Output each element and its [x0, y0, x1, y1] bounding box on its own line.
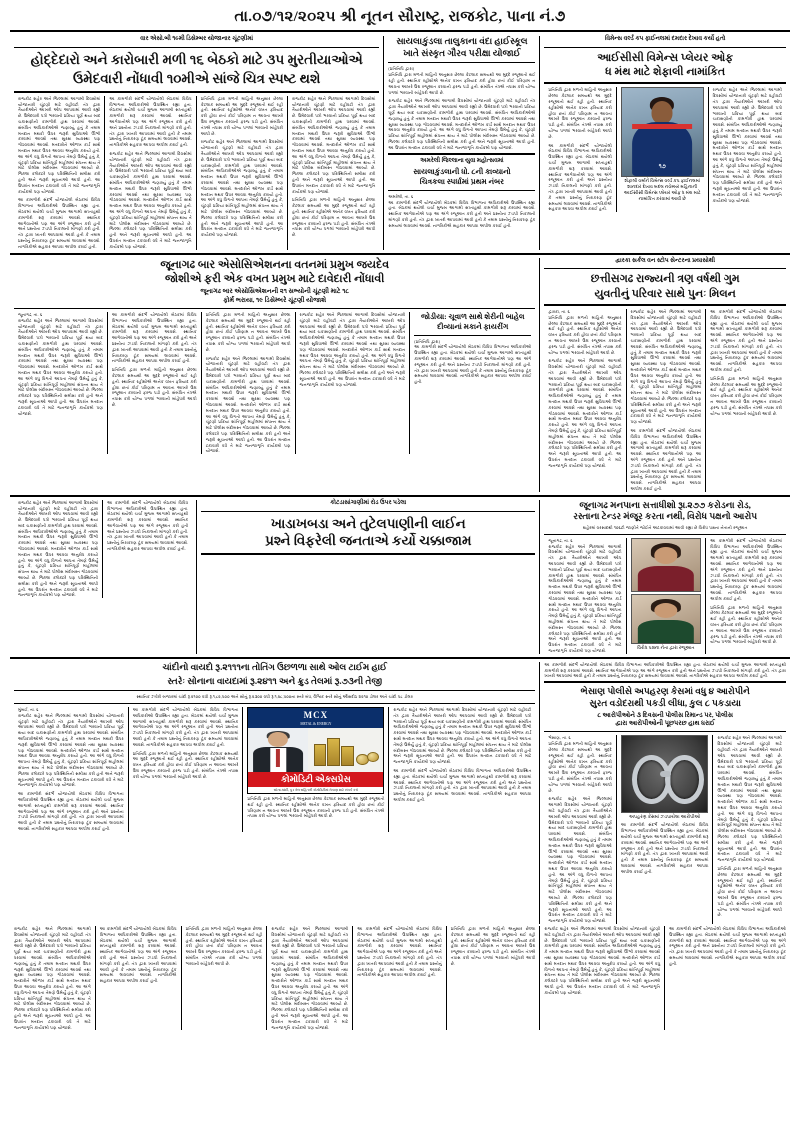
story-sanskrit	[384, 36, 540, 250]
right-rail	[540, 662, 790, 924]
election-body-1b: આ કામગીરી સંદર્ભે યોજાયેલી બેઠકમાં વિવિધ વિભાગના અધિકારીઓ ઉપસ્થિત રહ્યા હતા. બેઠકમાં થયેલી ચર્ચા મુજબ આગામી સપ્તાહથી કામગીરી શરૂ કરવામાં આવશે. સ્થાનિક આગેવાનોએ પણ આ અંગે રજૂઆત કરી હતી અને પ્રશ્નોના ઝડપી નિકાલની માંગણી કરી હતી. તંત્ર દ્વારા ખાતરી આપવામાં આવી હતી કે તમામ પ્રશ્નોનું નિરાકરણ ટૂંક સમયમાં લાવવામાં આવશે. નાગરિકોએ સહકાર આપવા અપીલ કરાઈ હતી.	[18, 197, 101, 249]
silver-body-4: રાજકોટ શહેર અને જિલ્લામાં આગામી દિવસોમાં યોજાનારી ચૂંટણી માટે વહીવટી તંત્ર દ્વારા તૈયારીઓને આખરી ઓપ આપવામાં આવી રહ્યો છે. ઉમેદવારી પત્રો ભરવાની પ્રક્રિયા પૂર્ણ થયા બાદ ચકાસણીની કામગીરી હાથ ધરવામાં આવશે. સંબંધિત અધિકારીઓએ જણાવ્યું હતું કે તમામ મતદાન મથકો ઉપર જરૂરી સુવિધાઓ ઊભી કરવામાં આવશે તથા સુરક્ષા વ્યવસ્થા પણ ગોઠવવામાં આવશે. મતદારોને ઓળખ કાર્ડ સાથે મતદાન મથક ઉપર આવવા અનુરોધ કરાયો હતો. આ અંગે વધુ વિગતો આપતા તેમણે ઉમેર્યું હતું કે, ચૂંટણી પ્રક્રિયા શાંતિપૂર્ણ માહોલમાં સંપન્ન થાય તે માટે પોલીસ બંદોબસ્ત ગોઠવવામાં આવ્યો છે. જિલ્લા કલેક્ટરે પણ પરિસ્થિતિની સમીક્ષા કરી હતી અને જરૂરી સૂચનાઓ આપી હતી. આ ઉપરાંત મતદાન ટકાવારી વધે તે માટે જનજાગૃતિ કાર્યક્રમો પણ યોજાશે.	[393, 706, 532, 765]
sanskrit-headline-2: ખાતે સંસ્કૃત ગૌરવ પરીક્ષા યોજાઈ	[403, 47, 521, 58]
ad-brand: MCX	[248, 708, 383, 722]
besan-body-3b: પ્રતિનિધિ દ્વારા મળતી માહિતી અનુસાર છેલ્લા કેટલાક સમયથી આ મુદ્દે રજૂઆતો થઈ રહી હતી. સ્થાનિક રહીશોએ અનેક વખત ફરિયાદ કરી હોવા છતાં કોઈ પરિણામ ન આવતા આખરે ઉગ્ર રજૂઆત કરવાની ફરજ પડી હતી. સંબંધિત તંત્રએ તપાસ કરી યોગ્ય પગલાં ભરવાની બાંહેધરી આપી છે.	[717, 865, 782, 918]
mcx-advertisement[interactable]	[247, 707, 384, 794]
second-band	[10, 258, 790, 492]
third-band	[10, 500, 790, 654]
chh-headline-2: યુવતીનું પરિવાર સાથે પુનઃ મિલન	[594, 287, 736, 300]
amreli-kicker: અમરેલી જિલ્લાના યુવા મહોત્સવમાં	[420, 157, 504, 164]
road-body-2b: પ્રતિનિધિ દ્વારા મળતી માહિતી અનુસાર છેલ્લા કેટલાક સમયથી આ મુદ્દે રજૂઆતો થઈ રહી હતી. સ્થાનિક રહીશોએ અનેક વખત ફરિયાદ કરી હોવા છતાં કોઈ પરિણામ ન આવતા આખરે ઉગ્ર રજૂઆત કરવાની ફરજ પડી હતી. સંબંધિત તંત્રએ તપાસ કરી યોગ્ય પગલાં ભરવાની બાંહેધરી આપી છે.	[710, 604, 782, 645]
bar-body-2: આ કામગીરી સંદર્ભે યોજાયેલી બેઠકમાં વિવિધ વિભાગના અધિકારીઓ ઉપસ્થિત રહ્યા હતા. બેઠકમાં થયેલી ચર્ચા મુજબ આગામી સપ્તાહથી કામગીરી શરૂ કરવામાં આવશે. સ્થાનિક આગેવાનોએ પણ આ અંગે રજૂઆત કરી હતી અને પ્રશ્નોના ઝડપી નિકાલની માંગણી કરી હતી. તંત્ર દ્વારા ખાતરી આપવામાં આવી હતી કે તમામ પ્રશ્નોનું નિરાકરણ ટૂંક સમયમાં લાવવામાં આવશે. નાગરિકોએ સહકાર આપવા અપીલ કરાઈ હતી.	[111, 312, 197, 364]
bot-7: રાજકોટ શહેર અને જિલ્લામાં આગામી દિવસોમાં યોજાનારી ચૂંટણી માટે વહીવટી તંત્ર દ્વારા તૈયારીઓને આખરી ઓપ આપવામાં આવી રહ્યો છે. ઉમેદવારી પત્રો ભરવાની પ્રક્રિયા પૂર્ણ થયા બાદ ચકાસણીની કામગીરી હાથ ધરવામાં આવશે. સંબંધિત અધિકારીઓએ જણાવ્યું હતું કે તમામ મતદાન મથકો ઉપર જરૂરી સુવિધાઓ ઊભી કરવામાં આવશે તથા સુરક્ષા વ્યવસ્થા પણ ગોઠવવામાં આવશે. મતદારોને ઓળખ કાર્ડ સાથે મતદાન મથક ઉપર આવવા અનુરોધ કરાયો હતો. આ અંગે વધુ વિગતો આપતા તેમણે ઉમેર્યું હતું કે, ચૂંટણી પ્રક્રિયા શાંતિપૂર્ણ માહોલમાં સંપન્ન થાય તે માટે પોલીસ બંદોબસ્ત ગોઠવવામાં આવ્યો છે. જિલ્લા કલેક્ટરે પણ પરિસ્થિતિની સમીક્ષા કરી હતી અને જરૂરી સૂચનાઓ આપી હતી. આ ઉપરાંત મતદાન ટકાવારી વધે તે માટે જનજાગૃતિ કાર્યક્રમો પણ યોજાશે.	[544, 925, 661, 995]
besan-sub-1: ૮ આરોપીઓને ૩ દિવસની પોલીસ રિમાન્ડ પર, પોલીસ	[597, 711, 734, 719]
silver-headline-2: સ્તરેઃ સોનાના વાયદામાં રૂ.૨૪૧૧ અને ક્રુડ તેલમાં રૂ.૭૩ની તેજી	[167, 675, 383, 686]
bar-body-1: રાજકોટ શહેર અને જિલ્લામાં આગામી દિવસોમાં યોજાનારી ચૂંટણી માટે વહીવટી તંત્ર દ્વારા તૈયારીઓને આખરી ઓપ આપવામાં આવી રહ્યો છે. ઉમેદવારી પત્રો ભરવાની પ્રક્રિયા પૂર્ણ થયા બાદ ચકાસણીની કામગીરી હાથ ધરવામાં આવશે. સંબંધિત અધિકારીઓએ જણાવ્યું હતું કે તમામ મતદાન મથકો ઉપર જરૂરી સુવિધાઓ ઊભી કરવામાં આવશે તથા સુરક્ષા વ્યવસ્થા પણ ગોઠવવામાં આવશે. મતદારોને ઓળખ કાર્ડ સાથે મતદાન મથક ઉપર આવવા અનુરોધ કરાયો હતો. આ અંગે વધુ વિગતો આપતા તેમણે ઉમેર્યું હતું કે, ચૂંટણી પ્રક્રિયા શાંતિપૂર્ણ માહોલમાં સંપન્ન થાય તે માટે પોલીસ બંદોબસ્ત ગોઠવવામાં આવ્યો છે. જિલ્લા કલેક્ટરે પણ પરિસ્થિતિની સમીક્ષા કરી હતી અને જરૂરી સૂચનાઓ આપી હતી. આ ઉપરાંત મતદાન ટકાવારી વધે તે માટે જનજાગૃતિ કાર્યક્રમો પણ યોજાશે.	[18, 317, 103, 416]
ad-band-label: કોમોડિટી એક્સપ્રેસ	[248, 772, 383, 787]
story-chhattisgarh	[540, 258, 790, 492]
bot-3: પ્રતિનિધિ દ્વારા મળતી માહિતી અનુસાર છેલ્લા કેટલાક સમયથી આ મુદ્દે રજૂઆતો થઈ રહી હતી. સ્થાનિક રહીશોએ અનેક વખત ફરિયાદ કરી હોવા છતાં કોઈ પરિણામ ન આવતા આખરે ઉગ્ર રજૂઆત કરવાની ફરજ પડી હતી. સંબંધિત તંત્રએ તપાસ કરી યોગ્ય પગલાં ભરવાની બાંહેધરી આપી છે.	[185, 925, 263, 966]
silver-body-2b: પ્રતિનિધિ દ્વારા મળતી માહિતી અનુસાર છેલ્લા કેટલાક સમયથી આ મુદ્દે રજૂઆતો થઈ રહી હતી. સ્થાનિક રહીશોએ અનેક વખત ફરિયાદ કરી હોવા છતાં કોઈ પરિણામ ન આવતા આખરે ઉગ્ર રજૂઆત કરવાની ફરજ પડી હતી. સંબંધિત તંત્રએ તપાસ કરી યોગ્ય પગલાં ભરવાની બાંહેધરી આપી છે.	[132, 750, 239, 779]
woman-photo-right	[631, 594, 702, 644]
road-body-2: આ કામગીરી સંદર્ભે યોજાયેલી બેઠકમાં વિવિધ વિભાગના અધિકારીઓ ઉપસ્થિત રહ્યા હતા. બેઠકમાં થયેલી ચર્ચા મુજબ આગામી સપ્તાહથી કામગીરી શરૂ કરવામાં આવશે. સ્થાનિક આગેવાનોએ પણ આ અંગે રજૂઆત કરી હતી અને પ્રશ્નોના ઝડપી નિકાલની માંગણી કરી હતી. તંત્ર દ્વારા ખાતરી આપવામાં આવી હતી કે તમામ પ્રશ્નોનું નિરાકરણ ટૂંક સમયમાં લાવવામાં આવશે. નાગરિકોએ સહકાર આપવા અપીલ કરાઈ હતી.	[710, 537, 782, 601]
chh-body-1b: રાજકોટ શહેર અને જિલ્લામાં આગામી દિવસોમાં યોજાનારી ચૂંટણી માટે વહીવટી તંત્ર દ્વારા તૈયારીઓને આખરી ઓપ આપવામાં આવી રહ્યો છે. ઉમેદવારી પત્રો ભરવાની પ્રક્રિયા પૂર્ણ થયા બાદ ચકાસણીની કામગીરી હાથ ધરવામાં આવશે. સંબંધિત અધિકારીઓએ જણાવ્યું હતું કે તમામ મતદાન મથકો ઉપર જરૂરી સુવિધાઓ ઊભી કરવામાં આવશે તથા સુરક્ષા વ્યવસ્થા પણ ગોઠવવામાં આવશે. મતદારોને ઓળખ કાર્ડ સાથે મતદાન મથક ઉપર આવવા અનુરોધ કરાયો હતો. આ અંગે વધુ વિગતો આપતા તેમણે ઉમેર્યું હતું કે, ચૂંટણી પ્રક્રિયા શાંતિપૂર્ણ માહોલમાં સંપન્ન થાય તે માટે પોલીસ બંદોબસ્ત ગોઠવવામાં આવ્યો છે. જિલ્લા કલેક્ટરે પણ પરિસ્થિતિની સમીક્ષા કરી હતી અને જરૂરી સૂચનાઓ આપી હતી. આ ઉપરાંત મતદાન ટકાવારી વધે તે માટે જનજાગૃતિ કાર્યક્રમો પણ યોજાશે.	[548, 358, 622, 468]
story-silver-gold	[10, 662, 540, 924]
amreli-headline-1: સાયલાકુંડલાની ધો. ૮ની કાવ્યાનો	[413, 167, 511, 177]
election-headline-1: હોદ્દેદારો અને કારોબારી મળી ૧૬ બેઠકો માટે ૩૫ મુરતીયાઓએ	[30, 51, 363, 67]
besan-headline-1: ભેસાણ પોલીસે અપહરણ કેસમાં વધુ ૪ આરોપીને	[580, 686, 750, 697]
election-kicker: વાર એસો.બી ૧૯મી ડિસેમ્બર યોજાનાર ચૂંટણીમાં	[140, 36, 254, 42]
chh-body-2b: આ કામગીરી સંદર્ભે યોજાયેલી બેઠકમાં વિવિધ વિભાગના અધિકારીઓ ઉપસ્થિત રહ્યા હતા. બેઠકમાં થયેલી ચર્ચા મુજબ આગામી સપ્તાહથી કામગીરી શરૂ કરવામાં આવશે. સ્થાનિક આગેવાનોએ પણ આ અંગે રજૂઆત કરી હતી અને પ્રશ્નોના ઝડપી નિકાલની માંગણી કરી હતી. તંત્ર દ્વારા ખાતરી આપવામાં આવી હતી કે તમામ પ્રશ્નોનું નિરાકરણ ટૂંક સમયમાં લાવવામાં આવશે. નાગરિકોએ સહકાર આપવા અપીલ કરાઈ હતી.	[630, 427, 702, 491]
icc-headline-1: આઈસીસી વિમેન્સ પ્લેયર ઓફ	[597, 51, 734, 64]
road-photo-caption: વિરોધ પક્ષના નેતા દ્વારા રજૂઆત	[637, 644, 695, 650]
ad-person-photo	[248, 728, 307, 772]
road-headline-1: જૂનાગઢ મનપાના સત્તાધીશો રૂા.૨૭૭ કરોડના રોડ,	[579, 499, 751, 510]
road-headline-2: રસ્તાના ટેન્ડર મંજૂર કરતા નથી, વિરોધ પક્ષનો આરોપ	[573, 511, 758, 522]
jodia-byline: (પ્રતિનિધિ દ્વારા)	[414, 338, 440, 344]
icc-kicker: વિમેન્સ વર્લ્ડ કપ ફાઈનલમાં દમદાર દેખાવ કર્યો હતો	[604, 36, 726, 42]
woman-photo-left	[631, 538, 702, 592]
ad-footer: સોના-ચાંદી, ક્રુડ તેલ સહિતની કોમોડિટીમાં રોકાણ માટે સંપર્ક કરો	[273, 787, 359, 792]
water-headline-1: ખાડાખબડા અને તુટેલપાણીની લાઈન	[270, 515, 466, 531]
story-election	[10, 36, 384, 250]
besan-headline-2: સુરત વડોદરાથી પકડી લીધા, કુલ ૮ પકડાયા	[589, 697, 741, 708]
shefali-photo	[621, 87, 704, 177]
rail-body-top: આ કામગીરી સંદર્ભે યોજાયેલી બેઠકમાં વિવિધ વિભાગના અધિકારીઓ ઉપસ્થિત રહ્યા હતા. બેઠકમાં થયેલી ચર્ચા મુજબ આગામી સપ્તાહથી કામગીરી શરૂ કરવામાં આવશે. સ્થાનિક આગેવાનોએ પણ આ અંગે રજૂઆત કરી હતી અને પ્રશ્નોના ઝડપી નિકાલની માંગણી કરી હતી. તંત્ર દ્વારા ખાતરી આપવામાં આવી હતી કે તમામ પ્રશ્નોનું નિરાકરણ ટૂંક સમયમાં લાવવામાં આવશે. નાગરિકોએ સહકાર આપવા અપીલ કરાઈ હતી.	[544, 661, 786, 679]
leftover-columns	[10, 500, 197, 654]
bot-6: પ્રતિનિધિ દ્વારા મળતી માહિતી અનુસાર છેલ્લા કેટલાક સમયથી આ મુદ્દે રજૂઆતો થઈ રહી હતી. સ્થાનિક રહીશોએ અનેક વખત ફરિયાદ કરી હોવા છતાં કોઈ પરિણામ ન આવતા આખરે ઉગ્ર રજૂઆત કરવાની ફરજ પડી હતી. સંબંધિત તંત્રએ તપાસ કરી યોગ્ય પગલાં ભરવાની બાંહેધરી આપી છે.	[450, 925, 536, 966]
election-body-4b: પ્રતિનિધિ દ્વારા મળતી માહિતી અનુસાર છેલ્લા કેટલાક સમયથી આ મુદ્દે રજૂઆતો થઈ રહી હતી. સ્થાનિક રહીશોએ અનેક વખત ફરિયાદ કરી હોવા છતાં કોઈ પરિણામ ન આવતા આખરે ઉગ્ર રજૂઆત કરવાની ફરજ પડી હતી. સંબંધિત તંત્રએ તપાસ કરી યોગ્ય પગલાં ભરવાની બાંહેધરી આપી છે.	[292, 197, 376, 238]
road-byline: જૂનાગઢ, તા. ૬	[548, 537, 573, 543]
besan-byline: ભેસાણ, તા. ૬	[548, 735, 571, 741]
chh-body-1: પ્રતિનિધિ દ્વારા મળતી માહિતી અનુસાર છેલ્લા કેટલાક સમયથી આ મુદ્દે રજૂઆતો થઈ રહી હતી. સ્થાનિક રહીશોએ અનેક વખત ફરિયાદ કરી હોવા છતાં કોઈ પરિણામ ન આવતા આખરે ઉગ્ર રજૂઆત કરવાની ફરજ પડી હતી. સંબંધિત તંત્રએ તપાસ કરી યોગ્ય પગલાં ભરવાની બાંહેધરી આપી છે.	[548, 314, 622, 355]
silver-body-1: રાજકોટ શહેર અને જિલ્લામાં આગામી દિવસોમાં યોજાનારી ચૂંટણી માટે વહીવટી તંત્ર દ્વારા તૈયારીઓને આખરી ઓપ આપવામાં આવી રહ્યો છે. ઉમેદવારી પત્રો ભરવાની પ્રક્રિયા પૂર્ણ થયા બાદ ચકાસણીની કામગીરી હાથ ધરવામાં આવશે. સંબંધિત અધિકારીઓએ જણાવ્યું હતું કે તમામ મતદાન મથકો ઉપર જરૂરી સુવિધાઓ ઊભી કરવામાં આવશે તથા સુરક્ષા વ્યવસ્થા પણ ગોઠવવામાં આવશે. મતદારોને ઓળખ કાર્ડ સાથે મતદાન મથક ઉપર આવવા અનુરોધ કરાયો હતો. આ અંગે વધુ વિગતો આપતા તેમણે ઉમેર્યું હતું કે, ચૂંટણી પ્રક્રિયા શાંતિપૂર્ણ માહોલમાં સંપન્ન થાય તે માટે પોલીસ બંદોબસ્ત ગોઠવવામાં આવ્યો છે. જિલ્લા કલેક્ટરે પણ પરિસ્થિતિની સમીક્ષા કરી હતી અને જરૂરી સૂચનાઓ આપી હતી. આ ઉપરાંત મતદાન ટકાવારી વધે તે માટે જનજાગૃતિ કાર્યક્રમો પણ યોજાશે.	[18, 712, 124, 788]
icc-body-1: પ્રતિનિધિ દ્વારા મળતી માહિતી અનુસાર છેલ્લા કેટલાક સમયથી આ મુદ્દે રજૂઆતો થઈ રહી હતી. સ્થાનિક રહીશોએ અનેક વખત ફરિયાદ કરી હોવા છતાં કોઈ પરિણામ ન આવતા આખરે ઉગ્ર રજૂઆત કરવાની ફરજ પડી હતી. સંબંધિત તંત્રએ તપાસ કરી યોગ્ય પગલાં ભરવાની બાંહેધરી આપી છે.	[548, 87, 612, 139]
ad-commodity-image	[308, 728, 384, 772]
road-sub: શહેરમાં વરસાદથી ૧૦૬ટી જાણીતે જોઈને અટકાવવામાં આવી રહ્યા છે વિરોધ પક્ષના નેતાની રજૂઆત	[582, 525, 748, 531]
bottom-band	[10, 926, 790, 1030]
election-body-3b: રાજકોટ શહેર અને જિલ્લામાં આગામી દિવસોમાં યોજાનારી ચૂંટણી માટે વહીવટી તંત્ર દ્વારા તૈયારીઓને આખરી ઓપ આપવામાં આવી રહ્યો છે. ઉમેદવારી પત્રો ભરવાની પ્રક્રિયા પૂર્ણ થયા બાદ ચકાસણીની કામગીરી હાથ ધરવામાં આવશે. સંબંધિત અધિકારીઓએ જણાવ્યું હતું કે તમામ મતદાન મથકો ઉપર જરૂરી સુવિધાઓ ઊભી કરવામાં આવશે તથા સુરક્ષા વ્યવસ્થા પણ ગોઠવવામાં આવશે. મતદારોને ઓળખ કાર્ડ સાથે મતદાન મથક ઉપર આવવા અનુરોધ કરાયો હતો. આ અંગે વધુ વિગતો આપતા તેમણે ઉમેર્યું હતું કે, ચૂંટણી પ્રક્રિયા શાંતિપૂર્ણ માહોલમાં સંપન્ન થાય તે માટે પોલીસ બંદોબસ્ત ગોઠવવામાં આવ્યો છે. જિલ્લા કલેક્ટરે પણ પરિસ્થિતિની સમીક્ષા કરી હતી અને જરૂરી સૂચનાઓ આપી હતી. આ ઉપરાંત મતદાન ટકાવારી વધે તે માટે જનજાગૃતિ કાર્યક્રમો પણ યોજાશે.	[200, 139, 284, 238]
chh-byline: દ્વારકા, તા. ૬	[548, 309, 570, 314]
bot-4: રાજકોટ શહેર અને જિલ્લામાં આગામી દિવસોમાં યોજાનારી ચૂંટણી માટે વહીવટી તંત્ર દ્વારા તૈયારીઓને આખરી ઓપ આપવામાં આવી રહ્યો છે. ઉમેદવારી પત્રો ભરવાની પ્રક્રિયા પૂર્ણ થયા બાદ ચકાસણીની કામગીરી હાથ ધરવામાં આવશે. સંબંધિત અધિકારીઓએ જણાવ્યું હતું કે તમામ મતદાન મથકો ઉપર જરૂરી સુવિધાઓ ઊભી કરવામાં આવશે તથા સુરક્ષા વ્યવસ્થા પણ ગોઠવવામાં આવશે. મતદારોને ઓળખ કાર્ડ સાથે મતદાન મથક ઉપર આવવા અનુરોધ કરાયો હતો. આ અંગે વધુ વિગતો આપતા તેમણે ઉમેર્યું હતું કે, ચૂંટણી પ્રક્રિયા શાંતિપૂર્ણ માહોલમાં સંપન્ન થાય તે માટે પોલીસ બંદોબસ્ત ગોઠવવામાં આવ્યો છે. જિલ્લા કલેક્ટરે પણ પરિસ્થિતિની સમીક્ષા કરી હતી અને જરૂરી સૂચનાઓ આપી હતી. આ ઉપરાંત મતદાન ટકાવારી વધે તે માટે જનજાગૃતિ કાર્યક્રમો પણ યોજાશે.	[271, 925, 349, 1030]
left-body-2: આ કામગીરી સંદર્ભે યોજાયેલી બેઠકમાં વિવિધ વિભાગના અધિકારીઓ ઉપસ્થિત રહ્યા હતા. બેઠકમાં થયેલી ચર્ચા મુજબ આગામી સપ્તાહથી કામગીરી શરૂ કરવામાં આવશે. સ્થાનિક આગેવાનોએ પણ આ અંગે રજૂઆત કરી હતી અને પ્રશ્નોના ઝડપી નિકાલની માંગણી કરી હતી. તંત્ર દ્વારા ખાતરી આપવામાં આવી હતી કે તમામ પ્રશ્નોનું નિરાકરણ ટૂંક સમયમાં લાવવામાં આવશે. નાગરિકોએ સહકાર આપવા અપીલ કરાઈ હતી.	[107, 499, 189, 552]
bar-headline-2: જોશીએ ફરી એક વખત પ્રમુખ માટે દાવેદારી નોંધાવી	[165, 272, 385, 285]
amreli-byline: અમરેલી, તા. ૬	[388, 193, 414, 199]
road-body-1: રાજકોટ શહેર અને જિલ્લામાં આગામી દિવસોમાં યોજાનારી ચૂંટણી માટે વહીવટી તંત્ર દ્વારા તૈયારીઓને આખરી ઓપ આપવામાં આવી રહ્યો છે. ઉમેદવારી પત્રો ભરવાની પ્રક્રિયા પૂર્ણ થયા બાદ ચકાસણીની કામગીરી હાથ ધરવામાં આવશે. સંબંધિત અધિકારીઓએ જણાવ્યું હતું કે તમામ મતદાન મથકો ઉપર જરૂરી સુવિધાઓ ઊભી કરવામાં આવશે તથા સુરક્ષા વ્યવસ્થા પણ ગોઠવવામાં આવશે. મતદારોને ઓળખ કાર્ડ સાથે મતદાન મથક ઉપર આવવા અનુરોધ કરાયો હતો. આ અંગે વધુ વિગતો આપતા તેમણે ઉમેર્યું હતું કે, ચૂંટણી પ્રક્રિયા શાંતિપૂર્ણ માહોલમાં સંપન્ન થાય તે માટે પોલીસ બંદોબસ્ત ગોઠવવામાં આવ્યો છે. જિલ્લા કલેક્ટરે પણ પરિસ્થિતિની સમીક્ષા કરી હતી અને જરૂરી સૂચનાઓ આપી હતી. આ ઉપરાંત મતદાન ટકાવારી વધે તે માટે જનજાગૃતિ કાર્યક્રમો પણ યોજાશે.	[548, 543, 622, 654]
story-junagadh-road	[540, 500, 790, 654]
besan-body-1b: રાજકોટ શહેર અને જિલ્લામાં આગામી દિવસોમાં યોજાનારી ચૂંટણી માટે વહીવટી તંત્ર દ્વારા તૈયારીઓને આખરી ઓપ આપવામાં આવી રહ્યો છે. ઉમેદવારી પત્રો ભરવાની પ્રક્રિયા પૂર્ણ થયા બાદ ચકાસણીની કામગીરી હાથ ધરવામાં આવશે. સંબંધિત અધિકારીઓએ જણાવ્યું હતું કે તમામ મતદાન મથકો ઉપર જરૂરી સુવિધાઓ ઊભી કરવામાં આવશે તથા સુરક્ષા વ્યવસ્થા પણ ગોઠવવામાં આવશે. મતદારોને ઓળખ કાર્ડ સાથે મતદાન મથક ઉપર આવવા અનુરોધ કરાયો હતો. આ અંગે વધુ વિગતો આપતા તેમણે ઉમેર્યું હતું કે, ચૂંટણી પ્રક્રિયા શાંતિપૂર્ણ માહોલમાં સંપન્ન થાય તે માટે પોલીસ બંદોબસ્ત ગોઠવવામાં આવ્યો છે. જિલ્લા કલેક્ટરે પણ પરિસ્થિતિની સમીક્ષા કરી હતી અને જરૂરી સૂચનાઓ આપી હતી. આ ઉપરાંત મતદાન ટકાવારી વધે તે માટે જનજાગૃતિ કાર્યક્રમો પણ યોજાશે.	[548, 796, 612, 924]
besan-body-3: રાજકોટ શહેર અને જિલ્લામાં આગામી દિવસોમાં યોજાનારી ચૂંટણી માટે વહીવટી તંત્ર દ્વારા તૈયારીઓને આખરી ઓપ આપવામાં આવી રહ્યો છે. ઉમેદવારી પત્રો ભરવાની પ્રક્રિયા પૂર્ણ થયા બાદ ચકાસણીની કામગીરી હાથ ધરવામાં આવશે. સંબંધિત અધિકારીઓએ જણાવ્યું હતું કે તમામ મતદાન મથકો ઉપર જરૂરી સુવિધાઓ ઊભી કરવામાં આવશે તથા સુરક્ષા વ્યવસ્થા પણ ગોઠવવામાં આવશે. મતદારોને ઓળખ કાર્ડ સાથે મતદાન મથક ઉપર આવવા અનુરોધ કરાયો હતો. આ અંગે વધુ વિગતો આપતા તેમણે ઉમેર્યું હતું કે, ચૂંટણી પ્રક્રિયા શાંતિપૂર્ણ માહોલમાં સંપન્ન થાય તે માટે પોલીસ બંદોબસ્ત ગોઠવવામાં આવ્યો છે. જિલ્લા કલેક્ટરે પણ પરિસ્થિતિની સમીક્ષા કરી હતી અને જરૂરી સૂચનાઓ આપી હતી. આ ઉપરાંત મતદાન ટકાવારી વધે તે માટે જનજાગૃતિ કાર્યક્રમો પણ યોજાશે.	[717, 735, 782, 863]
besan-body-1: પ્રતિનિધિ દ્વારા મળતી માહિતી અનુસાર છેલ્લા કેટલાક સમયથી આ મુદ્દે રજૂઆતો થઈ રહી હતી. સ્થાનિક રહીશોએ અનેક વખત ફરિયાદ કરી હોવા છતાં કોઈ પરિણામ ન આવતા આખરે ઉગ્ર રજૂઆત કરવાની ફરજ પડી હતી. સંબંધિત તંત્રએ તપાસ કરી યોગ્ય પગલાં ભરવાની બાંહેધરી આપી છે.	[548, 741, 612, 793]
election-body-2: આ કામગીરી સંદર્ભે યોજાયેલી બેઠકમાં વિવિધ વિભાગના અધિકારીઓ ઉપસ્થિત રહ્યા હતા. બેઠકમાં થયેલી ચર્ચા મુજબ આગામી સપ્તાહથી કામગીરી શરૂ કરવામાં આવશે. સ્થાનિક આગેવાનોએ પણ આ અંગે રજૂઆત કરી હતી અને પ્રશ્નોના ઝડપી નિકાલની માંગણી કરી હતી. તંત્ર દ્વારા ખાતરી આપવામાં આવી હતી કે તમામ પ્રશ્નોનું નિરાકરણ ટૂંક સમયમાં લાવવામાં આવશે. નાગરિકોએ સહકાર આપવા અપીલ કરાઈ હતી.	[109, 95, 192, 148]
sanskrit-byline: (પ્રતિનિધિ દ્વારા)	[388, 66, 415, 72]
bot-8: આ કામગીરી સંદર્ભે યોજાયેલી બેઠકમાં વિવિધ વિભાગના અધિકારીઓ ઉપસ્થિત રહ્યા હતા. બેઠકમાં થયેલી ચર્ચા મુજબ આગામી સપ્તાહથી કામગીરી શરૂ કરવામાં આવશે. સ્થાનિક આગેવાનોએ પણ આ અંગે રજૂઆત કરી હતી અને પ્રશ્નોના ઝડપી નિકાલની માંગણી કરી હતી. તંત્ર દ્વારા ખાતરી આપવામાં આવી હતી કે તમામ પ્રશ્નોનું નિરાકરણ ટૂંક સમયમાં લાવવામાં આવશે. નાગરિકોએ સહકાર આપવા અપીલ કરાઈ હતી.	[669, 925, 786, 966]
election-headline-2: ઉમેદવારી નોંધાવી ૧૦મીએ સાંજે ચિત્ર સ્પષ્ટ થશે	[72, 71, 321, 87]
fourth-band	[10, 662, 790, 924]
ad-brand-sub: METAL & ENERGY	[248, 722, 383, 728]
bar-sub-1: જૂનાગઢ બાર એસોસિએશનની ૨૧ સભ્યોની ચૂંટણી માટે ૧૮	[200, 288, 349, 296]
chh-body-3b: પ્રતિનિધિ દ્વારા મળતી માહિતી અનુસાર છેલ્લા કેટલાક સમયથી આ મુદ્દે રજૂઆતો થઈ રહી હતી. સ્થાનિક રહીશોએ અનેક વખત ફરિયાદ કરી હોવા છતાં કોઈ પરિણામ ન આવતા આખરે ઉગ્ર રજૂઆત કરવાની ફરજ પડી હતી. સંબંધિત તંત્રએ તપાસ કરી યોગ્ય પગલાં ભરવાની બાંહેધરી આપી છે.	[710, 375, 782, 416]
silver-byline: મુંબઈ, તા. ૬	[18, 706, 39, 712]
bot-2: આ કામગીરી સંદર્ભે યોજાયેલી બેઠકમાં વિવિધ વિભાગના અધિકારીઓ ઉપસ્થિત રહ્યા હતા. બેઠકમાં થયેલી ચર્ચા મુજબ આગામી સપ્તાહથી કામગીરી શરૂ કરવામાં આવશે. સ્થાનિક આગેવાનોએ પણ આ અંગે રજૂઆત કરી હતી અને પ્રશ્નોના ઝડપી નિકાલની માંગણી કરી હતી. તંત્ર દ્વારા ખાતરી આપવામાં આવી હતી કે તમામ પ્રશ્નોનું નિરાકરણ ટૂંક સમયમાં લાવવામાં આવશે. નાગરિકોએ સહકાર આપવા અપીલ કરાઈ હતી.	[99, 925, 177, 984]
shefali-photo-caption: શેફાલી વર્માને વિમેન્સ વર્લ્ડ કપ ફાઈનલમાં શાનદાર દેખાવ બદલ નવેમ્બર મહિનાની આઈસીસી વિમેન્સ પ્લેયર ઓફ ધ મંથ માટે નામાંકિત કરવામાં આવી છે	[623, 178, 701, 202]
amreli-body: આ કામગીરી સંદર્ભે યોજાયેલી બેઠકમાં વિવિધ વિભાગના અધિકારીઓ ઉપસ્થિત રહ્યા હતા. બેઠકમાં થયેલી ચર્ચા મુજબ આગામી સપ્તાહથી કામગીરી શરૂ કરવામાં આવશે. સ્થાનિક આગેવાનોએ પણ આ અંગે રજૂઆત કરી હતી અને પ્રશ્નોના ઝડપી નિકાલની માંગણી કરી હતી. તંત્ર દ્વારા ખાતરી આપવામાં આવી હતી કે તમામ પ્રશ્નોનું નિરાકરણ ટૂંક સમયમાં લાવવામાં આવશે. નાગરિકોએ સહકાર આપવા અપીલ કરાઈ હતી.	[388, 199, 536, 228]
left-body-1: રાજકોટ શહેર અને જિલ્લામાં આગામી દિવસોમાં યોજાનારી ચૂંટણી માટે વહીવટી તંત્ર દ્વારા તૈયારીઓને આખરી ઓપ આપવામાં આવી રહ્યો છે. ઉમેદવારી પત્રો ભરવાની પ્રક્રિયા પૂર્ણ થયા બાદ ચકાસણીની કામગીરી હાથ ધરવામાં આવશે. સંબંધિત અધિકારીઓએ જણાવ્યું હતું કે તમામ મતદાન મથકો ઉપર જરૂરી સુવિધાઓ ઊભી કરવામાં આવશે તથા સુરક્ષા વ્યવસ્થા પણ ગોઠવવામાં આવશે. મતદારોને ઓળખ કાર્ડ સાથે મતદાન મથક ઉપર આવવા અનુરોધ કરાયો હતો. આ અંગે વધુ વિગતો આપતા તેમણે ઉમેર્યું હતું કે, ચૂંટણી પ્રક્રિયા શાંતિપૂર્ણ માહોલમાં સંપન્ન થાય તે માટે પોલીસ બંદોબસ્ત ગોઠવવામાં આવ્યો છે. જિલ્લા કલેક્ટરે પણ પરિસ્થિતિની સમીક્ષા કરી હતી અને જરૂરી સૂચનાઓ આપી હતી. આ ઉપરાંત મતદાન ટકાવારી વધે તે માટે જનજાગૃતિ કાર્યક્રમો પણ યોજાશે.	[18, 499, 99, 598]
story-jodia	[410, 312, 535, 454]
bar-headline-1: જૂનાગઢ બાર એસોસિએશનના વતનમાં પ્રમુખ જયદેવ	[160, 258, 390, 271]
jodia-body: આ કામગીરી સંદર્ભે યોજાયેલી બેઠકમાં વિવિધ વિભાગના અધિકારીઓ ઉપસ્થિત રહ્યા હતા. બેઠકમાં થયેલી ચર્ચા મુજબ આગામી સપ્તાહથી કામગીરી શરૂ કરવામાં આવશે. સ્થાનિક આગેવાનોએ પણ આ અંગે રજૂઆત કરી હતી અને પ્રશ્નોના ઝડપી નિકાલની માંગણી કરી હતી. તંત્ર દ્વારા ખાતરી આપવામાં આવી હતી કે તમામ પ્રશ્નોનું નિરાકરણ ટૂંક સમયમાં લાવવામાં આવશે. નાગરિકોએ સહકાર આપવા અપીલ કરાઈ હતી.	[414, 344, 532, 385]
bar-sub-2: ફોર્મ ભરાયા, ૧૯ ડિસેમ્બરે ચૂંટણી યોજાશે	[223, 296, 327, 304]
election-body-1: રાજકોટ શહેર અને જિલ્લામાં આગામી દિવસોમાં યોજાનારી ચૂંટણી માટે વહીવટી તંત્ર દ્વારા તૈયારીઓને આખરી ઓપ આપવામાં આવી રહ્યો છે. ઉમેદવારી પત્રો ભરવાની પ્રક્રિયા પૂર્ણ થયા બાદ ચકાસણીની કામગીરી હાથ ધરવામાં આવશે. સંબંધિત અધિકારીઓએ જણાવ્યું હતું કે તમામ મતદાન મથકો ઉપર જરૂરી સુવિધાઓ ઊભી કરવામાં આવશે તથા સુરક્ષા વ્યવસ્થા પણ ગોઠવવામાં આવશે. મતદારોને ઓળખ કાર્ડ સાથે મતદાન મથક ઉપર આવવા અનુરોધ કરાયો હતો. આ અંગે વધુ વિગતો આપતા તેમણે ઉમેર્યું હતું કે, ચૂંટણી પ્રક્રિયા શાંતિપૂર્ણ માહોલમાં સંપન્ન થાય તે માટે પોલીસ બંદોબસ્ત ગોઠવવામાં આવ્યો છે. જિલ્લા કલેક્ટરે પણ પરિસ્થિતિની સમીક્ષા કરી હતી અને જરૂરી સૂચનાઓ આપી હતી. આ ઉપરાંત મતદાન ટકાવારી વધે તે માટે જનજાગૃતિ કાર્યક્રમો પણ યોજાશે.	[18, 95, 101, 194]
story-icc	[540, 36, 790, 250]
sanskrit-headline-1: સાયલાકુંડલા તાલુકાના વંદા હાઈસ્કૂલ	[396, 36, 528, 46]
silver-sub: સ્થાનિક ઝવેરી બજારમાં ચાંદી રૂ.૨૧૦૦ વધી રૂ.૧,૮૨,૫૦૦ અને સોનું રૂ.૨૩૦૦ વધી રૂ.૧,૨૮,૫૦૦ના સ્તરે બંધ, વૈશ્વિક સ્તરે સોનું ઔંસદીઠ ૪૨૧૦ ડોલર અને ચાંદી ૫૮ ડોલર	[136, 694, 413, 700]
jodia-headline: જોડીયા: ચૂવાળ સાથે શેરીની બાહેલ દીવ્યાનાં મકાને ફાયરીંગ	[420, 312, 525, 331]
silver-body-4b: આ કામગીરી સંદર્ભે યોજાયેલી બેઠકમાં વિવિધ વિભાગના અધિકારીઓ ઉપસ્થિત રહ્યા હતા. બેઠકમાં થયેલી ચર્ચા મુજબ આગામી સપ્તાહથી કામગીરી શરૂ કરવામાં આવશે. સ્થાનિક આગેવાનોએ પણ આ અંગે રજૂઆત કરી હતી અને પ્રશ્નોના ઝડપી નિકાલની માંગણી કરી હતી. તંત્ર દ્વારા ખાતરી આપવામાં આવી હતી કે તમામ પ્રશ્નોનું નિરાકરણ ટૂંક સમયમાં લાવવામાં આવશે. નાગરિકોએ સહકાર આપવા અપીલ કરાઈ હતી.	[393, 767, 532, 802]
sanskrit-body-2: રાજકોટ શહેર અને જિલ્લામાં આગામી દિવસોમાં યોજાનારી ચૂંટણી માટે વહીવટી તંત્ર દ્વારા તૈયારીઓને આખરી ઓપ આપવામાં આવી રહ્યો છે. ઉમેદવારી પત્રો ભરવાની પ્રક્રિયા પૂર્ણ થયા બાદ ચકાસણીની કામગીરી હાથ ધરવામાં આવશે. સંબંધિત અધિકારીઓએ જણાવ્યું હતું કે તમામ મતદાન મથકો ઉપર જરૂરી સુવિધાઓ ઊભી કરવામાં આવશે તથા સુરક્ષા વ્યવસ્થા પણ ગોઠવવામાં આવશે. મતદારોને ઓળખ કાર્ડ સાથે મતદાન મથક ઉપર આવવા અનુરોધ કરાયો હતો. આ અંગે વધુ વિગતો આપતા તેમણે ઉમેર્યું હતું કે, ચૂંટણી પ્રક્રિયા શાંતિપૂર્ણ માહોલમાં સંપન્ન થાય તે માટે પોલીસ બંદોબસ્ત ગોઠવવામાં આવ્યો છે. જિલ્લા કલેક્ટરે પણ પરિસ્થિતિની સમીક્ષા કરી હતી અને જરૂરી સૂચનાઓ આપી હતી. આ ઉપરાંત મતદાન ટકાવારી વધે તે માટે જનજાગૃતિ કાર્યક્રમો પણ યોજાશે.	[388, 98, 536, 150]
chh-body-3: આ કામગીરી સંદર્ભે યોજાયેલી બેઠકમાં વિવિધ વિભાગના અધિકારીઓ ઉપસ્થિત રહ્યા હતા. બેઠકમાં થયેલી ચર્ચા મુજબ આગામી સપ્તાહથી કામગીરી શરૂ કરવામાં આવશે. સ્થાનિક આગેવાનોએ પણ આ અંગે રજૂઆત કરી હતી અને પ્રશ્નોના ઝડપી નિકાલની માંગણી કરી હતી. તંત્ર દ્વારા ખાતરી આપવામાં આવી હતી કે તમામ પ્રશ્નોનું નિરાકરણ ટૂંક સમયમાં લાવવામાં આવશે. નાગરિકોએ સહકાર આપવા અપીલ કરાઈ હતી.	[710, 309, 782, 372]
election-body-4: રાજકોટ શહેર અને જિલ્લામાં આગામી દિવસોમાં યોજાનારી ચૂંટણી માટે વહીવટી તંત્ર દ્વારા તૈયારીઓને આખરી ઓપ આપવામાં આવી રહ્યો છે. ઉમેદવારી પત્રો ભરવાની પ્રક્રિયા પૂર્ણ થયા બાદ ચકાસણીની કામગીરી હાથ ધરવામાં આવશે. સંબંધિત અધિકારીઓએ જણાવ્યું હતું કે તમામ મતદાન મથકો ઉપર જરૂરી સુવિધાઓ ઊભી કરવામાં આવશે તથા સુરક્ષા વ્યવસ્થા પણ ગોઠવવામાં આવશે. મતદારોને ઓળખ કાર્ડ સાથે મતદાન મથક ઉપર આવવા અનુરોધ કરાયો હતો. આ અંગે વધુ વિગતો આપતા તેમણે ઉમેર્યું હતું કે, ચૂંટણી પ્રક્રિયા શાંતિપૂર્ણ માહોલમાં સંપન્ન થાય તે માટે પોલીસ બંદોબસ્ત ગોઠવવામાં આવ્યો છે. જિલ્લા કલેક્ટરે પણ પરિસ્થિતિની સમીક્ષા કરી હતી અને જરૂરી સૂચનાઓ આપી હતી. આ ઉપરાંત મતદાન ટકાવારી વધે તે માટે જનજાગૃતિ કાર્યક્રમો પણ યોજાશે.	[292, 95, 376, 194]
top-band	[10, 36, 790, 250]
icc-headline-2: ધ મંથ માટે શેફાલી નામાંકિત	[605, 66, 726, 79]
silver-body-3: પ્રતિનિધિ દ્વારા મળતી માહિતી અનુસાર છેલ્લા કેટલાક સમયથી આ મુદ્દે રજૂઆતો થઈ રહી હતી. સ્થાનિક રહીશોએ અનેક વખત ફરિયાદ કરી હોવા છતાં કોઈ પરિણામ ન આવતા આખરે ઉગ્ર રજૂઆત કરવાની ફરજ પડી હતી. સંબંધિત તંત્રએ તપાસ કરી યોગ્ય પગલાં ભરવાની બાંહેધરી આપી છે.	[247, 795, 385, 819]
water-kicker: કોટડાસાંગાણીમાં રોડ ઉપર પડેલા	[330, 499, 407, 506]
election-body-3: પ્રતિનિધિ દ્વારા મળતી માહિતી અનુસાર છેલ્લા કેટલાક સમયથી આ મુદ્દે રજૂઆતો થઈ રહી હતી. સ્થાનિક રહીશોએ અનેક વખત ફરિયાદ કરી હોવા છતાં કોઈ પરિણામ ન આવતા આખરે ઉગ્ર રજૂઆત કરવાની ફરજ પડી હતી. સંબંધિત તંત્રએ તપાસ કરી યોગ્ય પગલાં ભરવાની બાંહેધરી આપી છે.	[200, 95, 284, 136]
chh-kicker: દ્વારકા સર્કલ વન સ્ટોપ સેન્ટરના પ્રયાસોથી	[615, 257, 716, 264]
water-headline-2: પ્રશ્ને વિફરેલી જનતાએ કર્યો ચક્કાજામ	[265, 533, 472, 549]
bar-body-3: પ્રતિનિધિ દ્વારા મળતી માહિતી અનુસાર છેલ્લા કેટલાક સમયથી આ મુદ્દે રજૂઆતો થઈ રહી હતી. સ્થાનિક રહીશોએ અનેક વખત ફરિયાદ કરી હોવા છતાં કોઈ પરિણામ ન આવતા આખરે ઉગ્ર રજૂઆત કરવાની ફરજ પડી હતી. સંબંધિત તંત્રએ તપાસ કરી યોગ્ય પગલાં ભરવાની બાંહેધરી આપી છે.	[205, 312, 291, 352]
bot-5: આ કામગીરી સંદર્ભે યોજાયેલી બેઠકમાં વિવિધ વિભાગના અધિકારીઓ ઉપસ્થિત રહ્યા હતા. બેઠકમાં થયેલી ચર્ચા મુજબ આગામી સપ્તાહથી કામગીરી શરૂ કરવામાં આવશે. સ્થાનિક આગેવાનોએ પણ આ અંગે રજૂઆત કરી હતી અને પ્રશ્નોના ઝડપી નિકાલની માંગણી કરી હતી. તંત્ર દ્વારા ખાતરી આપવામાં આવી હતી કે તમામ પ્રશ્નોનું નિરાકરણ ટૂંક સમયમાં લાવવામાં આવશે. નાગરિકોએ સહકાર આપવા અપીલ કરાઈ હતી.	[357, 925, 442, 978]
handcuffs-caption: અપહરણ કેસમાં ઝડપાયેલા આરોપીઓ	[629, 814, 701, 820]
silver-headline-1: ચાંદીનો વાયદો રૂ.૨૧૧૧ના તોતિંગ ઉછળળા સાથે ઓલ ટાઈમ હાઈ	[162, 661, 388, 672]
icc-body-1b: આ કામગીરી સંદર્ભે યોજાયેલી બેઠકમાં વિવિધ વિભાગના અધિકારીઓ ઉપસ્થિત રહ્યા હતા. બેઠકમાં થયેલી ચર્ચા મુજબ આગામી સપ્તાહથી કામગીરી શરૂ કરવામાં આવશે. સ્થાનિક આગેવાનોએ પણ આ અંગે રજૂઆત કરી હતી અને પ્રશ્નોના ઝડપી નિકાલની માંગણી કરી હતી. તંત્ર દ્વારા ખાતરી આપવામાં આવી હતી કે તમામ પ્રશ્નોનું નિરાકરણ ટૂંક સમયમાં લાવવામાં આવશે. નાગરિકોએ સહકાર આપવા અપીલ કરાઈ હતી.	[548, 142, 612, 212]
bar-body-2b: પ્રતિનિધિ દ્વારા મળતી માહિતી અનુસાર છેલ્લા કેટલાક સમયથી આ મુદ્દે રજૂઆતો થઈ રહી હતી. સ્થાનિક રહીશોએ અનેક વખત ફરિયાદ કરી હોવા છતાં કોઈ પરિણામ ન આવતા આખરે ઉગ્ર રજૂઆત કરવાની ફરજ પડી હતી. સંબંધિત તંત્રએ તપાસ કરી યોગ્ય પગલાં ભરવાની બાંહેધરી આપી છે.	[111, 367, 197, 408]
election-body-2b: રાજકોટ શહેર અને જિલ્લામાં આગામી દિવસોમાં યોજાનારી ચૂંટણી માટે વહીવટી તંત્ર દ્વારા તૈયારીઓને આખરી ઓપ આપવામાં આવી રહ્યો છે. ઉમેદવારી પત્રો ભરવાની પ્રક્રિયા પૂર્ણ થયા બાદ ચકાસણીની કામગીરી હાથ ધરવામાં આવશે. સંબંધિત અધિકારીઓએ જણાવ્યું હતું કે તમામ મતદાન મથકો ઉપર જરૂરી સુવિધાઓ ઊભી કરવામાં આવશે તથા સુરક્ષા વ્યવસ્થા પણ ગોઠવવામાં આવશે. મતદારોને ઓળખ કાર્ડ સાથે મતદાન મથક ઉપર આવવા અનુરોધ કરાયો હતો. આ અંગે વધુ વિગતો આપતા તેમણે ઉમેર્યું હતું કે, ચૂંટણી પ્રક્રિયા શાંતિપૂર્ણ માહોલમાં સંપન્ન થાય તે માટે પોલીસ બંદોબસ્ત ગોઠવવામાં આવ્યો છે. જિલ્લા કલેક્ટરે પણ પરિસ્થિતિની સમીક્ષા કરી હતી અને જરૂરી સૂચનાઓ આપી હતી. આ ઉપરાંત મતદાન ટકાવારી વધે તે માટે જનજાગૃતિ કાર્યક્રમો પણ યોજાશે.	[109, 151, 192, 249]
bar-body-3b: રાજકોટ શહેર અને જિલ્લામાં આગામી દિવસોમાં યોજાનારી ચૂંટણી માટે વહીવટી તંત્ર દ્વારા તૈયારીઓને આખરી ઓપ આપવામાં આવી રહ્યો છે. ઉમેદવારી પત્રો ભરવાની પ્રક્રિયા પૂર્ણ થયા બાદ ચકાસણીની કામગીરી હાથ ધરવામાં આવશે. સંબંધિત અધિકારીઓએ જણાવ્યું હતું કે તમામ મતદાન મથકો ઉપર જરૂરી સુવિધાઓ ઊભી કરવામાં આવશે તથા સુરક્ષા વ્યવસ્થા પણ ગોઠવવામાં આવશે. મતદારોને ઓળખ કાર્ડ સાથે મતદાન મથક ઉપર આવવા અનુરોધ કરાયો હતો. આ અંગે વધુ વિગતો આપતા તેમણે ઉમેર્યું હતું કે, ચૂંટણી પ્રક્રિયા શાંતિપૂર્ણ માહોલમાં સંપન્ન થાય તે માટે પોલીસ બંદોબસ્ત ગોઠવવામાં આવ્યો છે. જિલ્લા કલેક્ટરે પણ પરિસ્થિતિની સમીક્ષા કરી હતી અને જરૂરી સૂચનાઓ આપી હતી. આ ઉપરાંત મતદાન ટકાવારી વધે તે માટે જનજાગૃતિ કાર્યક્રમો પણ યોજાશે.	[205, 355, 291, 454]
jersey-number: ૧૭	[658, 164, 666, 171]
bot-1: રાજકોટ શહેર અને જિલ્લામાં આગામી દિવસોમાં યોજાનારી ચૂંટણી માટે વહીવટી તંત્ર દ્વારા તૈયારીઓને આખરી ઓપ આપવામાં આવી રહ્યો છે. ઉમેદવારી પત્રો ભરવાની પ્રક્રિયા પૂર્ણ થયા બાદ ચકાસણીની કામગીરી હાથ ધરવામાં આવશે. સંબંધિત અધિકારીઓએ જણાવ્યું હતું કે તમામ મતદાન મથકો ઉપર જરૂરી સુવિધાઓ ઊભી કરવામાં આવશે તથા સુરક્ષા વ્યવસ્થા પણ ગોઠવવામાં આવશે. મતદારોને ઓળખ કાર્ડ સાથે મતદાન મથક ઉપર આવવા અનુરોધ કરાયો હતો. આ અંગે વધુ વિગતો આપતા તેમણે ઉમેર્યું હતું કે, ચૂંટણી પ્રક્રિયા શાંતિપૂર્ણ માહોલમાં સંપન્ન થાય તે માટે પોલીસ બંદોબસ્ત ગોઠવવામાં આવ્યો છે. જિલ્લા કલેક્ટરે પણ પરિસ્થિતિની સમીક્ષા કરી હતી અને જરૂરી સૂચનાઓ આપી હતી. આ ઉપરાંત મતદાન ટકાવારી વધે તે માટે જનજાગૃતિ કાર્યક્રમો પણ યોજાશે.	[14, 925, 91, 1030]
silver-body-1b: આ કામગીરી સંદર્ભે યોજાયેલી બેઠકમાં વિવિધ વિભાગના અધિકારીઓ ઉપસ્થિત રહ્યા હતા. બેઠકમાં થયેલી ચર્ચા મુજબ આગામી સપ્તાહથી કામગીરી શરૂ કરવામાં આવશે. સ્થાનિક આગેવાનોએ પણ આ અંગે રજૂઆત કરી હતી અને પ્રશ્નોના ઝડપી નિકાલની માંગણી કરી હતી. તંત્ર દ્વારા ખાતરી આપવામાં આવી હતી કે તમામ પ્રશ્નોનું નિરાકરણ ટૂંક સમયમાં લાવવામાં આવશે. નાગરિકોએ સહકાર આપવા અપીલ કરાઈ હતી.	[18, 791, 124, 831]
amreli-headline-2: ચિત્રકલા સ્પર્ધામાં પ્રથમ નંબર	[419, 177, 504, 187]
chh-headline-1: છત્તીસગઢ રાજ્યની ત્રણ વર્ષથી ગુમ	[590, 273, 740, 286]
icc-body-2: રાજકોટ શહેર અને જિલ્લામાં આગામી દિવસોમાં યોજાનારી ચૂંટણી માટે વહીવટી તંત્ર દ્વારા તૈયારીઓને આખરી ઓપ આપવામાં આવી રહ્યો છે. ઉમેદવારી પત્રો ભરવાની પ્રક્રિયા પૂર્ણ થયા બાદ ચકાસણીની કામગીરી હાથ ધરવામાં આવશે. સંબંધિત અધિકારીઓએ જણાવ્યું હતું કે તમામ મતદાન મથકો ઉપર જરૂરી સુવિધાઓ ઊભી કરવામાં આવશે તથા સુરક્ષા વ્યવસ્થા પણ ગોઠવવામાં આવશે. મતદારોને ઓળખ કાર્ડ સાથે મતદાન મથક ઉપર આવવા અનુરોધ કરાયો હતો. આ અંગે વધુ વિગતો આપતા તેમણે ઉમેર્યું હતું કે, ચૂંટણી પ્રક્રિયા શાંતિપૂર્ણ માહોલમાં સંપન્ન થાય તે માટે પોલીસ બંદોબસ્ત ગોઠવવામાં આવ્યો છે. જિલ્લા કલેક્ટરે પણ પરિસ્થિતિની સમીક્ષા કરી હતી અને જરૂરી સૂચનાઓ આપી હતી. આ ઉપરાંત મતદાન ટકાવારી વધે તે માટે જનજાગૃતિ કાર્યક્રમો પણ યોજાશે.	[712, 87, 782, 203]
bar-byline: જૂનાગઢ, તા. ૬	[18, 312, 43, 318]
masthead: તા.૦૭/૧૨/૨૦૨૫ શ્રી નૂતન સૌરાષ્ટ્ર, રાજકોટ, પાના નં.૭	[10, 8, 790, 32]
story-waterline	[197, 500, 540, 654]
story-junagadh-bar	[10, 258, 540, 492]
chh-body-2: રાજકોટ શહેર અને જિલ્લામાં આગામી દિવસોમાં યોજાનારી ચૂંટણી માટે વહીવટી તંત્ર દ્વારા તૈયારીઓને આખરી ઓપ આપવામાં આવી રહ્યો છે. ઉમેદવારી પત્રો ભરવાની પ્રક્રિયા પૂર્ણ થયા બાદ ચકાસણીની કામગીરી હાથ ધરવામાં આવશે. સંબંધિત અધિકારીઓએ જણાવ્યું હતું કે તમામ મતદાન મથકો ઉપર જરૂરી સુવિધાઓ ઊભી કરવામાં આવશે તથા સુરક્ષા વ્યવસ્થા પણ ગોઠવવામાં આવશે. મતદારોને ઓળખ કાર્ડ સાથે મતદાન મથક ઉપર આવવા અનુરોધ કરાયો હતો. આ અંગે વધુ વિગતો આપતા તેમણે ઉમેર્યું હતું કે, ચૂંટણી પ્રક્રિયા શાંતિપૂર્ણ માહોલમાં સંપન્ન થાય તે માટે પોલીસ બંદોબસ્ત ગોઠવવામાં આવ્યો છે. જિલ્લા કલેક્ટરે પણ પરિસ્થિતિની સમીક્ષા કરી હતી અને જરૂરી સૂચનાઓ આપી હતી. આ ઉપરાંત મતદાન ટકાવારી વધે તે માટે જનજાગૃતિ કાર્યક્રમો પણ યોજાશે.	[630, 309, 702, 425]
besan-sub-2: દ્વારા આરોપીઓની પૂછપરછ હાથ ધરાઈ	[615, 720, 715, 728]
bar-body-4: રાજકોટ શહેર અને જિલ્લામાં આગામી દિવસોમાં યોજાનારી ચૂંટણી માટે વહીવટી તંત્ર દ્વારા તૈયારીઓને આખરી ઓપ આપવામાં આવી રહ્યો છે. ઉમેદવારી પત્રો ભરવાની પ્રક્રિયા પૂર્ણ થયા બાદ ચકાસણીની કામગીરી હાથ ધરવામાં આવશે. સંબંધિત અધિકારીઓએ જણાવ્યું હતું કે તમામ મતદાન મથકો ઉપર જરૂરી સુવિધાઓ ઊભી કરવામાં આવશે તથા સુરક્ષા વ્યવસ્થા પણ ગોઠવવામાં આવશે. મતદારોને ઓળખ કાર્ડ સાથે મતદાન મથક ઉપર આવવા અનુરોધ કરાયો હતો. આ અંગે વધુ વિગતો આપતા તેમણે ઉમેર્યું હતું કે, ચૂંટણી પ્રક્રિયા શાંતિપૂર્ણ માહોલમાં સંપન્ન થાય તે માટે પોલીસ બંદોબસ્ત ગોઠવવામાં આવ્યો છે. જિલ્લા કલેક્ટરે પણ પરિસ્થિતિની સમીક્ષા કરી હતી અને જરૂરી સૂચનાઓ આપી હતી. આ ઉપરાંત મતદાન ટકાવારી વધે તે માટે જનજાગૃતિ કાર્યક્રમો પણ યોજાશે.	[299, 312, 406, 387]
besan-body-2: આ કામગીરી સંદર્ભે યોજાયેલી બેઠકમાં વિવિધ વિભાગના અધિકારીઓ ઉપસ્થિત રહ્યા હતા. બેઠકમાં થયેલી ચર્ચા મુજબ આગામી સપ્તાહથી કામગીરી શરૂ કરવામાં આવશે. સ્થાનિક આગેવાનોએ પણ આ અંગે રજૂઆત કરી હતી અને પ્રશ્નોના ઝડપી નિકાલની માંગણી કરી હતી. તંત્ર દ્વારા ખાતરી આપવામાં આવી હતી કે તમામ પ્રશ્નોનું નિરાકરણ ટૂંક સમયમાં લાવવામાં આવશે. નાગરિકોએ સહકાર આપવા અપીલ કરાઈ હતી.	[620, 822, 709, 874]
sanskrit-body: પ્રતિનિધિ દ્વારા મળતી માહિતી અનુસાર છેલ્લા કેટલાક સમયથી આ મુદ્દે રજૂઆતો થઈ રહી હતી. સ્થાનિક રહીશોએ અનેક વખત ફરિયાદ કરી હોવા છતાં કોઈ પરિણામ ન આવતા આખરે ઉગ્ર રજૂઆત કરવાની ફરજ પડી હતી. સંબંધિત તંત્રએ તપાસ કરી યોગ્ય પગલાં ભરવાની બાંહેધરી આપી છે.	[388, 72, 536, 95]
handcuffs-photo	[621, 735, 709, 813]
silver-body-2: આ કામગીરી સંદર્ભે યોજાયેલી બેઠકમાં વિવિધ વિભાગના અધિકારીઓ ઉપસ્થિત રહ્યા હતા. બેઠકમાં થયેલી ચર્ચા મુજબ આગામી સપ્તાહથી કામગીરી શરૂ કરવામાં આવશે. સ્થાનિક આગેવાનોએ પણ આ અંગે રજૂઆત કરી હતી અને પ્રશ્નોના ઝડપી નિકાલની માંગણી કરી હતી. તંત્ર દ્વારા ખાતરી આપવામાં આવી હતી કે તમામ પ્રશ્નોનું નિરાકરણ ટૂંક સમયમાં લાવવામાં આવશે. નાગરિકોએ સહકાર આપવા અપીલ કરાઈ હતી.	[132, 706, 239, 747]
